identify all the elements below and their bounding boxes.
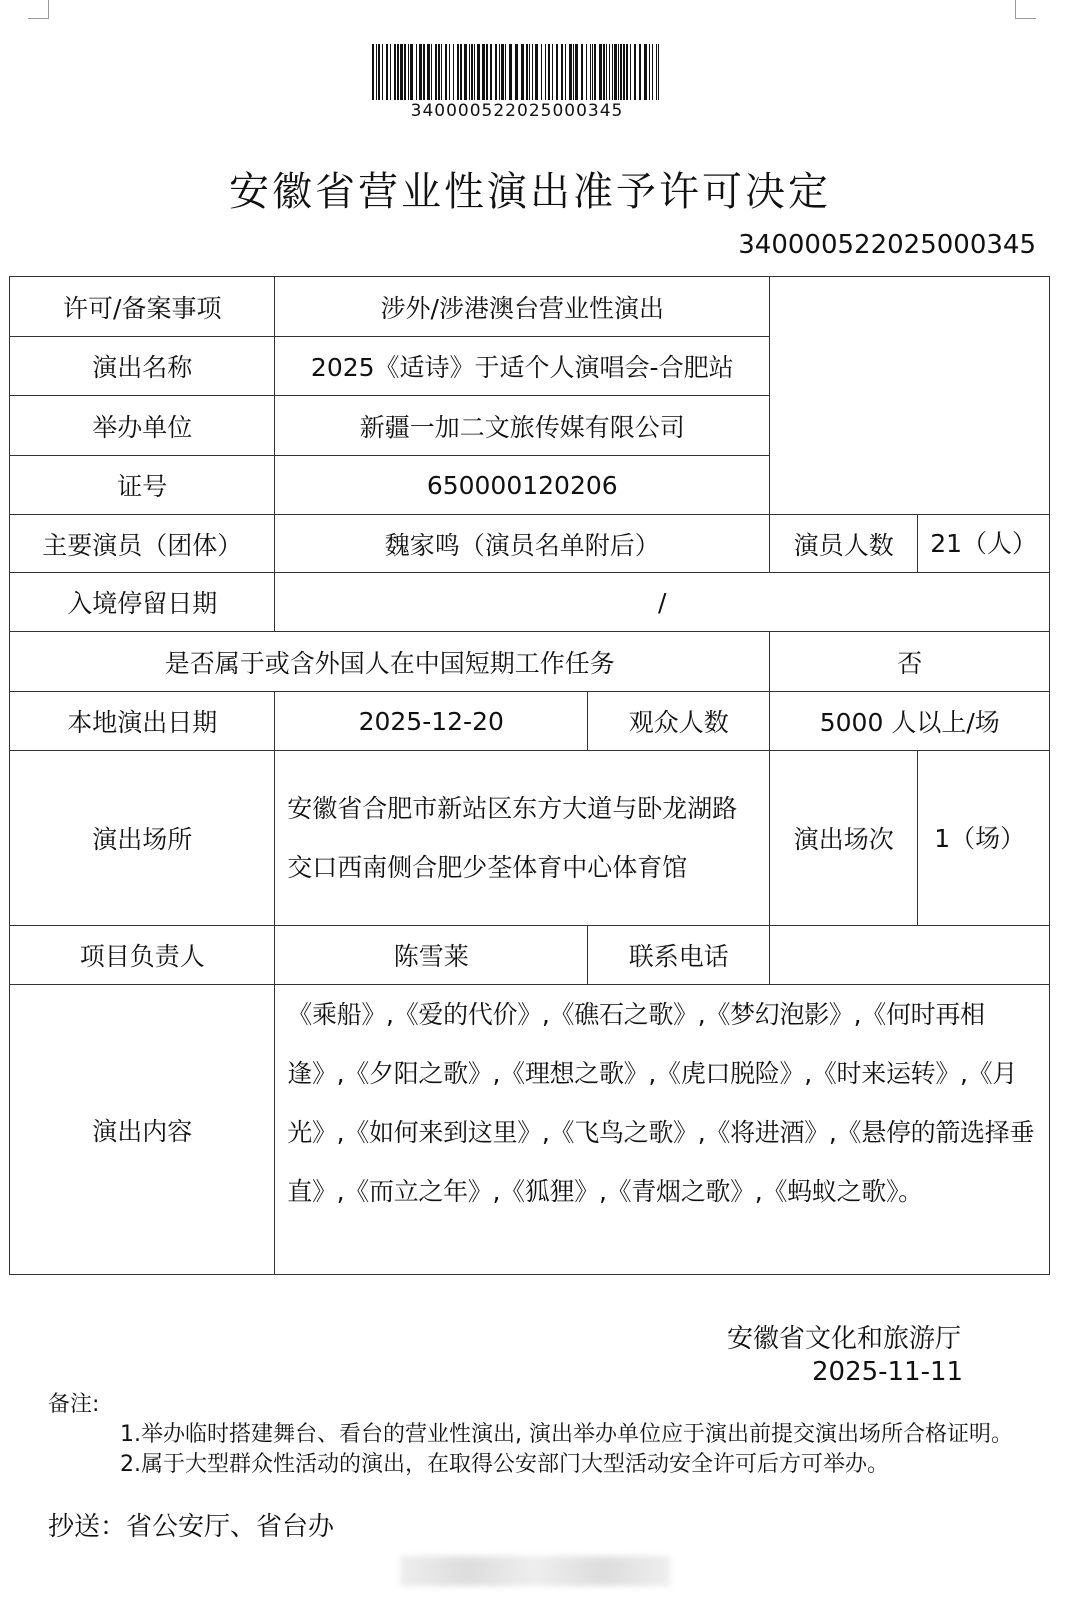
cc-line: 抄送：省公安厅、省台办 (48, 1512, 335, 1542)
performer-value: 魏家鸣（演员名单附后） (274, 514, 770, 573)
barcode-bar (526, 44, 528, 100)
date-value: 2025-12-20 (274, 691, 588, 751)
item-label: 许可/备案事项 (9, 276, 275, 337)
entry-label: 入境停留日期 (9, 572, 275, 632)
barcode-bar (490, 44, 492, 100)
notes-label: 备注: (48, 1392, 100, 1417)
barcode-bar (618, 44, 619, 100)
venue-label: 演出场所 (9, 750, 275, 926)
barcode-bar (590, 44, 591, 100)
barcode-bar (486, 44, 488, 100)
barcode-bar (449, 44, 450, 100)
content-value: 《乘船》,《爱的代价》,《礁石之歌》,《梦幻泡影》,《何时再相逢》,《夕阳之歌》,《理想之歌》,《虎口脱险》,《时来运转》,《月光》,《如何来到这里》,《飞鸟之歌》,《将进酒》,《悬停的箭选择垂直》,《而立之年》,《狐狸》,《青烟之歌》,《蚂蚁之歌》。 (274, 984, 1050, 1275)
barcode-bar (427, 44, 430, 100)
barcode-bar (372, 44, 374, 100)
barcode-bar (410, 44, 413, 100)
phone-value (769, 925, 1050, 985)
barcode-bar (623, 44, 625, 100)
manager-label: 项目负责人 (9, 925, 275, 985)
barcode-bar (592, 44, 593, 100)
barcode (372, 44, 662, 100)
note-item: 2.属于大型群众性活动的演出，在取得公安部门大型活动安全许可后方可举办。 (120, 1452, 889, 1477)
audience-label: 观众人数 (587, 691, 770, 751)
manager-value: 陈雪莱 (274, 925, 588, 985)
barcode-bar (575, 44, 578, 100)
barcode-bar (626, 44, 628, 100)
barcode-bar (382, 44, 383, 100)
barcode-bar (435, 44, 437, 100)
barcode-bar (438, 44, 440, 100)
license-value: 650000120206 (274, 455, 770, 515)
barcode-bar (390, 44, 391, 100)
barcode-bar (469, 44, 470, 100)
barcode-bar (565, 44, 566, 100)
barcode-bar (495, 44, 497, 100)
barcode-bar (408, 44, 409, 100)
barcode-bar (529, 44, 530, 100)
phone-label: 联系电话 (587, 925, 770, 985)
organizer-label: 举办单位 (9, 395, 275, 456)
barcode-bar (419, 44, 422, 100)
content-label: 演出内容 (9, 984, 275, 1275)
barcode-bar (477, 44, 480, 100)
date-label: 本地演出日期 (9, 691, 275, 751)
name-value: 2025《适诗》于适个人演唱会-合肥站 (274, 336, 770, 396)
barcode-bar (464, 44, 467, 100)
barcode-bar (501, 44, 504, 100)
barcode-bar (515, 44, 518, 100)
name-label: 演出名称 (9, 336, 275, 396)
license-label: 证号 (9, 455, 275, 515)
organizer-value: 新疆一加二文旅传媒有限公司 (274, 395, 770, 456)
barcode-bar (545, 44, 546, 100)
barcode-bar (603, 44, 605, 100)
note-item: 1.举办临时搭建舞台、看台的营业性演出, 演出举办单位应于演出前提交演出场所合格证明。 (120, 1422, 1013, 1447)
barcode-bar (499, 44, 500, 100)
barcode-bar (431, 44, 432, 100)
barcode-bar (552, 44, 553, 100)
barcode-bar (535, 44, 538, 100)
barcode-bar (614, 44, 617, 100)
barcode-bar (376, 44, 377, 100)
barcode-bar (445, 44, 447, 100)
barcode-number: 340000522025000345 (410, 101, 624, 121)
sessions-label: 演出场次 (769, 750, 918, 926)
barcode-bar (612, 44, 613, 100)
barcode-bar (541, 44, 542, 100)
venue-value: 安徽省合肥市新站区东方大道与卧龙湖路交口西南侧合肥少荃体育中心体育馆 (274, 750, 770, 926)
crop-mark (28, 0, 49, 19)
foreign-answer: 否 (769, 631, 1050, 692)
issue-date: 2025-11-11 (812, 1357, 964, 1387)
barcode-bar (658, 44, 659, 100)
sessions-value: 1（场） (917, 750, 1050, 926)
barcode-bar (400, 44, 403, 100)
barcode-bar (404, 44, 406, 100)
barcode-bar (441, 44, 442, 100)
barcode-bar (474, 44, 475, 100)
barcode-bar (460, 44, 462, 100)
barcode-bar (561, 44, 563, 100)
document-number: 340000522025000345 (738, 230, 1036, 260)
entry-value: / (274, 572, 1050, 632)
barcode-bar (594, 44, 596, 100)
barcode-bar (639, 44, 641, 100)
document-title: 安徽省营业性演出准予许可决定 (229, 169, 831, 215)
barcode-bar (394, 44, 396, 100)
barcode-bar (609, 44, 610, 100)
barcode-bar (649, 44, 650, 100)
barcode-bar (634, 44, 636, 100)
barcode-bar (482, 44, 485, 100)
barcode-bar (581, 44, 583, 100)
barcode-bar (509, 44, 512, 100)
barcode-bar (505, 44, 506, 100)
barcode-bar (521, 44, 524, 100)
barcode-bar (416, 44, 417, 100)
crop-mark (1015, 0, 1036, 19)
barcode-bar (630, 44, 631, 100)
item-value: 涉外/涉港澳台营业性演出 (274, 276, 770, 337)
audience-value: 5000 人以上/场 (769, 691, 1050, 751)
blurred-watermark (400, 1556, 670, 1586)
barcode-bar (457, 44, 459, 100)
barcode-bar (471, 44, 473, 100)
barcode-bar (599, 44, 602, 100)
barcode-bar (652, 44, 653, 100)
foreign-question: 是否属于或含外国人在中国短期工作任务 (9, 631, 770, 692)
barcode-bar (532, 44, 533, 100)
barcode-bar (378, 44, 380, 100)
barcode-bar (423, 44, 425, 100)
performer-count-value: 21（人） (917, 514, 1050, 573)
performer-label: 主要演员（团体） (9, 514, 275, 573)
issuer: 安徽省文化和旅游厅 (727, 1324, 962, 1354)
performer-count-label: 演员人数 (769, 514, 918, 573)
barcode-bar (548, 44, 550, 100)
barcode-bar (453, 44, 454, 100)
notes (48, 1390, 1013, 1480)
barcode-bar (644, 44, 647, 100)
barcode-bar (386, 44, 388, 100)
barcode-bar (397, 44, 399, 100)
blank-cell (769, 276, 1050, 515)
barcode-bar (620, 44, 622, 100)
barcode-bar (569, 44, 572, 100)
barcode-bar (656, 44, 657, 100)
barcode-bar (556, 44, 558, 100)
barcode-bar (606, 44, 607, 100)
barcode-bar (573, 44, 574, 100)
barcode-bar (586, 44, 587, 100)
